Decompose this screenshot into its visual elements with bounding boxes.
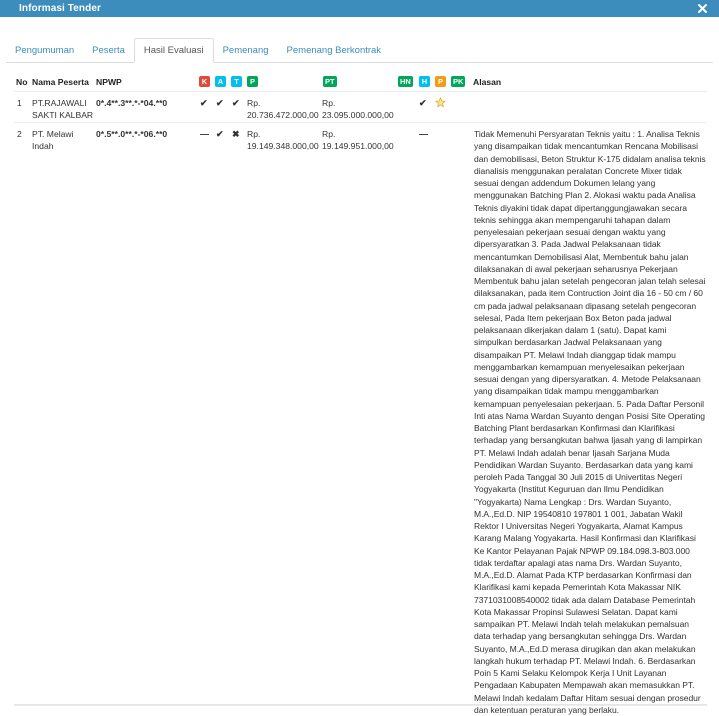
badge-p: P [247, 76, 258, 87]
dialog-title: Informasi Tender [19, 3, 101, 14]
row-nama: PT. Melawi Indah [32, 129, 74, 151]
badge-p2: P [435, 76, 446, 87]
row-no: 2 [17, 129, 22, 139]
evaluation-table [14, 72, 707, 715]
divider [14, 704, 707, 705]
badge-pt: PT [325, 77, 335, 86]
col-alasan: Alasan [473, 77, 502, 87]
badge-t: T [231, 76, 242, 87]
check-icon: ✔ [200, 98, 208, 108]
row-alasan: Tidak Memenuhi Persyaratan Teknis yaitu : 1. Analisa Teknis yang disampaikan tidak mencantumkan Rencana Mobilisasi dan demobilisasi, Beton Struktur K-175 didalam analisa teknis dianalisis menggunakan peralatan Concrete Mixer tidak sesuai dengan addendum Dokumen lelang yang menggunakan Batching Plan 2. Alokasi waktu pada Analisa Teknis diyakini tidak dapat dipertanggungjawakan secara teknis sehingga akan mempengaruhi tahapan dalam penyelesaian pekerjaan sesuai dengan waktu yang dipersyaratkan 3. Pada Jadwal Pelaksanaan tidak mencantumkan Demobilisasi Alat, Membentuk bahu jalan dilaksanakan di awal pekerjaan seharusnya Pekerjaan Membentuk bahu jalan setelah pengecoran jalan telah selesai dilaksanakan, pada item Contruction Joint dia 16 - 50 cm / 60 cm pada jadwal pelaksanaan dipasang setelah pengecoran selesai, Pada Item pekerjaan Box Beton pada jadwal pelaksanaan dikerjakan dalam 1 (satu). Dapat kami simpulkan berdasarkan Jadwal Pelaksanaan yang disampaikan PT. Melawi Indah dianggap tidak mampu menggambarkan kemampuan menyelesaikan pekerjaan sesuai dengan yang dipersyaratkan. 4. Metode Pelaksanaan yang disampaikan tidak mampu menggambarkan kemampuan penyelesaian pekerjaan. 5. Pada Daftar Personil Inti atas Nama Wardan Suyanto dengan Posisi Site Operating Batching Plant berdasarkan Konfirmasi dan Klarifikasi terhadap yang bersangkutan bahwa Ijasah yang di lampirkan PT. Melawi Indah adalah benar Ijasah Sarjana Muda Pendidikan Wardan Suyanto. Berdasarkan data yang kami peroleh Pada Tanggal 30 Juli 2015 di Univertitas Negeri Yogyakarta (Institut Keguruan dan Ilmu Pendidikan "Yogyakarta) Nama Lengkap : Drs. Wardan Suyanto, M.A.,Ed.D. NIP 19540810 197801 1 001, Jabatan Wakil Rektor I Universitas Negeri Yogyakarta, Alamat Kampus Karang Malang Yogyakarta. Hasil Konfirmasi dan Klarifikasi Ke Kantor Pelayanan Pajak NPWP 09.184.098.3-803.000 tidak terdaftar apalagi atas nama Drs. Wardan Suyanto, M.A.,Ed.D. Alamat Pada KTP berdasarkan Konfirmasi dan Klarifikasi kami kepada Pemerintah Kota Makassar NIK 7371031008540002 tidak ada dalam Database Pemerintah Kota Makassar Propinsi Sulawesi Selatan. Dapat kami sampaikan PT. Melawi Indah telah melakukan pemalsuan data terhadap yang bersangkutan sehingga Drs. Wardan Suyanto, M.A.,Ed.D merasa dirugikan dan akan melakukan langkah hukum terhadap PT. Melawi Indah. 6. Berdasarkan Poin 5 Kami Selaku Kelompok Kerja I Unit Layanan Pengadaan Kabupaten Mempawah akan memasukkan PT. Melawi Indah kedalam Daftar Hitam sesuai dengan prosedur dan ketentuan peraturan yang berlaku. [474, 129, 706, 715]
close-icon[interactable] [695, 2, 709, 16]
col-no: No [16, 77, 28, 87]
row-penawaran-terkoreksi: Rp. 23.095.000.000,00 [322, 98, 394, 120]
badge-hn: HN [400, 77, 411, 86]
tab-pemenang-berkontrak[interactable]: Pemenang Berkontrak [286, 45, 382, 56]
check-icon: ✔ [216, 129, 224, 139]
dialog-header [0, 0, 719, 17]
star-icon [435, 97, 446, 111]
row-penawaran: Rp. 19.149.348.000,00 [247, 129, 319, 151]
row-penawaran-terkoreksi: Rp. 19.149.951.000,00 [322, 129, 394, 151]
row-no: 1 [17, 98, 22, 108]
badge-a: A [215, 76, 226, 87]
col-nama-peserta: Nama Peserta [32, 77, 89, 87]
row-nama: PT.RAJAWALI SAKTI KALBAR [32, 98, 94, 120]
tab-pengumuman[interactable]: Pengumuman [15, 45, 75, 56]
row-npwp: 0*.4**.3**.*-*04.**0 [96, 98, 168, 108]
table-header [14, 72, 707, 92]
cross-icon: ✖ [232, 129, 240, 139]
tab-hasil-evaluasi[interactable]: Hasil Evaluasi [134, 38, 214, 63]
check-icon: ✔ [232, 98, 240, 108]
row-npwp: 0*.5**.0**.*-*06.**0 [96, 129, 168, 139]
check-icon: ✔ [419, 98, 427, 108]
tab-bar [6, 39, 713, 63]
tab-pemenang[interactable]: Pemenang [222, 45, 269, 56]
row-penawaran: Rp. 20.736.472.000,00 [247, 98, 319, 120]
table-row [14, 92, 707, 123]
dash-icon: — [419, 129, 428, 139]
badge-pk: PK [453, 77, 464, 86]
badge-h: H [419, 76, 430, 87]
col-npwp: NPWP [96, 77, 122, 87]
table-row [14, 123, 707, 715]
tab-peserta[interactable]: Peserta [92, 45, 125, 56]
dash-icon: — [200, 129, 209, 139]
check-icon: ✔ [216, 98, 224, 108]
badge-k: K [199, 76, 210, 87]
